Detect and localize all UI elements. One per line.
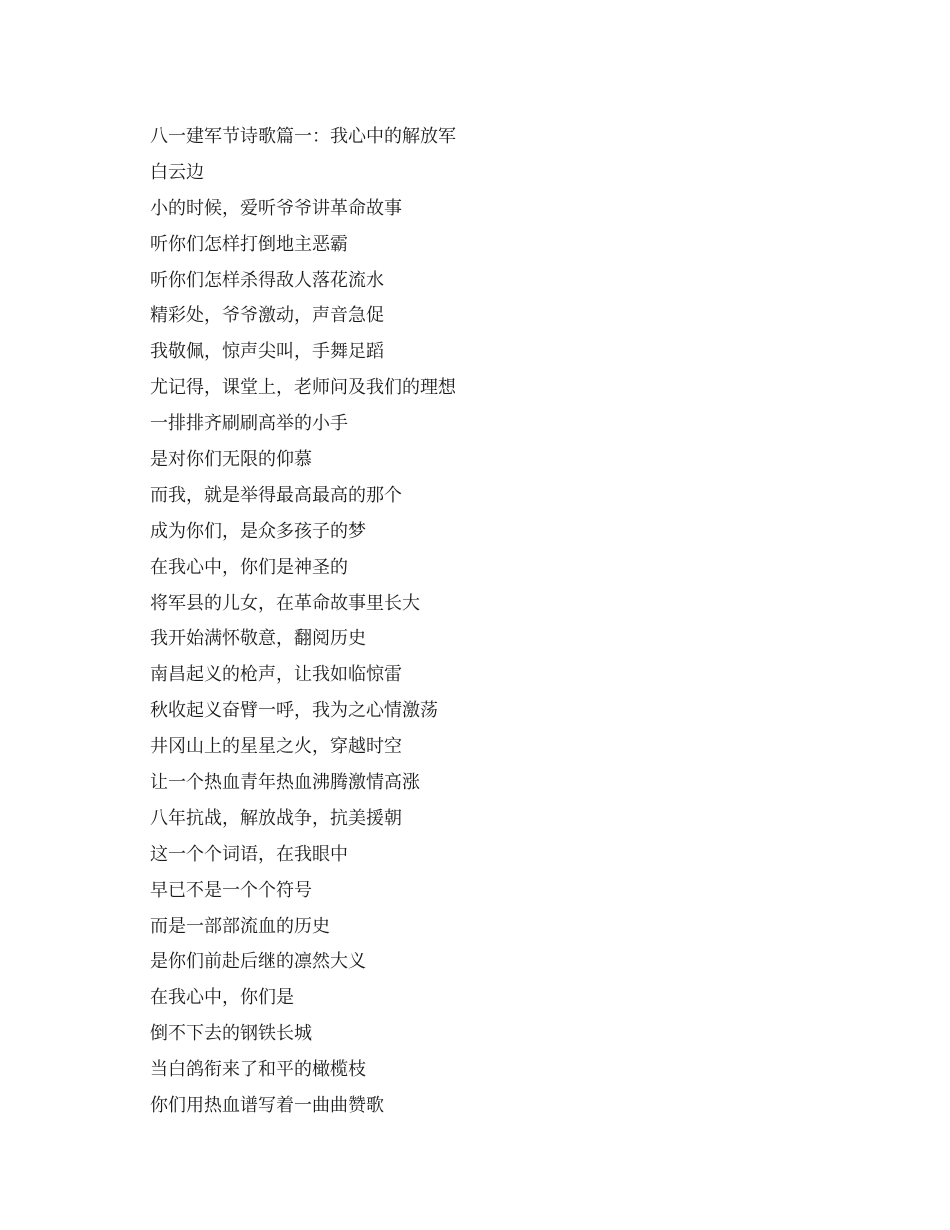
poem-line: 在我心中，你们是神圣的	[150, 556, 348, 578]
poem-line: 听你们怎样杀得敌人落花流水	[150, 269, 384, 291]
poem-line: 是对你们无限的仰慕	[150, 449, 312, 471]
poem-body	[150, 119, 456, 1124]
poem-line: 在我心中，你们是	[150, 987, 294, 1009]
poem-line: 井冈山上的星星之火，穿越时空	[150, 736, 402, 758]
poem-line: 成为你们，是众多孩子的梦	[150, 520, 366, 542]
poem-line: 一排排齐刷刷高举的小手	[150, 413, 348, 435]
poem-line: 南昌起义的枪声，让我如临惊雷	[150, 664, 402, 686]
poem-line: 当白鸽衔来了和平的橄榄枝	[150, 1059, 366, 1081]
poem-line: 我开始满怀敬意，翻阅历史	[150, 628, 366, 650]
poem-line: 这一个个词语，在我眼中	[150, 843, 348, 865]
poem-line: 将军县的儿女，在革命故事里长大	[150, 592, 420, 614]
poem-line: 尤记得，课堂上，老师问及我们的理想	[150, 377, 456, 399]
poem-author: 白云边	[150, 161, 204, 183]
poem-line: 是你们前赴后继的凛然大义	[150, 951, 366, 973]
poem-line: 精彩处，爷爷激动，声音急促	[150, 305, 384, 327]
poem-line: 而我，就是举得最高最高的那个	[150, 484, 402, 506]
poem-line: 听你们怎样打倒地主恶霸	[150, 233, 348, 255]
poem-line: 小的时候，爱听爷爷讲革命故事	[150, 197, 402, 219]
poem-line: 让一个热血青年热血沸腾激情高涨	[150, 772, 420, 794]
poem-line: 我敬佩，惊声尖叫，手舞足蹈	[150, 341, 384, 363]
poem-line: 你们用热血谱写着一曲曲赞歌	[150, 1095, 384, 1117]
poem-line: 八年抗战，解放战争，抗美援朝	[150, 807, 402, 829]
poem-line: 秋收起义奋臂一呼，我为之心情激荡	[150, 700, 438, 722]
poem-line: 早已不是一个个符号	[150, 879, 312, 901]
poem-line: 倒不下去的钢铁长城	[150, 1023, 312, 1045]
poem-title: 八一建军节诗歌篇一：我心中的解放军	[150, 126, 456, 147]
poem-line: 而是一部部流血的历史	[150, 915, 330, 937]
